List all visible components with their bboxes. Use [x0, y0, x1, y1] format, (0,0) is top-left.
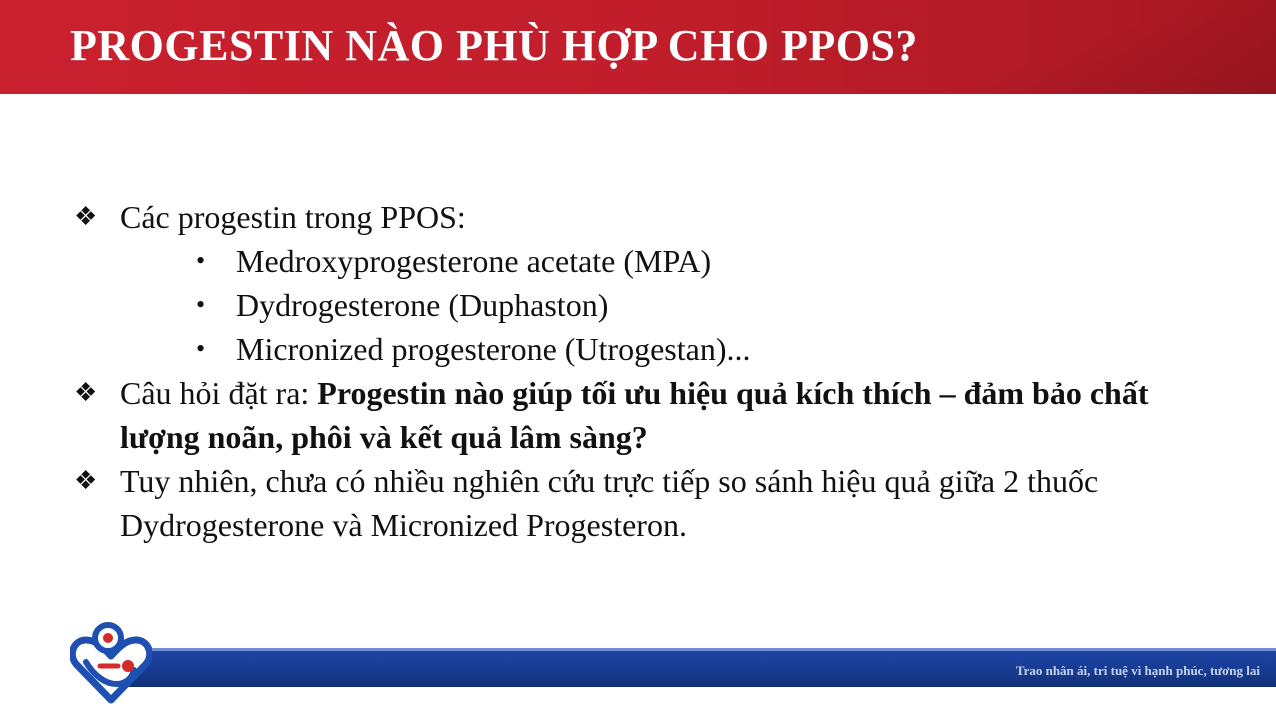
bullet-item-3-text: Tuy nhiên, chưa có nhiều nghiên cứu trực tiếp so sánh hiệu quả giữa 2 thuốc Dydrogesterone và Micronized Progesteron. [120, 463, 1099, 543]
slide-content [74, 195, 1214, 547]
diamond-bullet-icon: ❖ [74, 378, 98, 407]
sub-item-3-text: Micronized progesterone (Utrogestan)... [236, 331, 751, 367]
bullet-item-2 [74, 371, 1214, 459]
dot-bullet-icon: • [196, 334, 206, 363]
slide-title: PROGESTIN NÀO PHÙ HỢP CHO PPOS? [70, 21, 918, 70]
sub-item-1-text: Medroxyprogesterone acetate (MPA) [236, 243, 712, 279]
bullet-item-2-prefix: Câu hỏi đặt ra: [120, 375, 318, 411]
sub-item-3 [74, 327, 1214, 371]
diamond-bullet-icon: ❖ [74, 466, 98, 495]
sub-item-1 [74, 239, 1214, 283]
title-bar [0, 0, 1276, 94]
bullet-item-1 [74, 195, 1214, 239]
sub-item-2 [74, 283, 1214, 327]
footer-tagline: Trao nhân ái, tri tuệ vì hạnh phúc, tương lai [1015, 663, 1260, 678]
bullet-item-1-text: Các progestin trong PPOS: [120, 199, 466, 235]
sub-item-2-text: Dydrogesterone (Duphaston) [236, 287, 609, 323]
diamond-bullet-icon: ❖ [74, 202, 98, 231]
bullet-item-3 [74, 459, 1214, 547]
clinic-logo-icon [70, 620, 152, 704]
dot-bullet-icon: • [196, 290, 206, 319]
dot-bullet-icon: • [196, 246, 206, 275]
bullet-item-2-question: Progestin nào giúp tối ưu hiệu quả kích thích – đảm bảo chất lượng noãn, phôi và kết quả lâm sàng? [120, 375, 1149, 455]
